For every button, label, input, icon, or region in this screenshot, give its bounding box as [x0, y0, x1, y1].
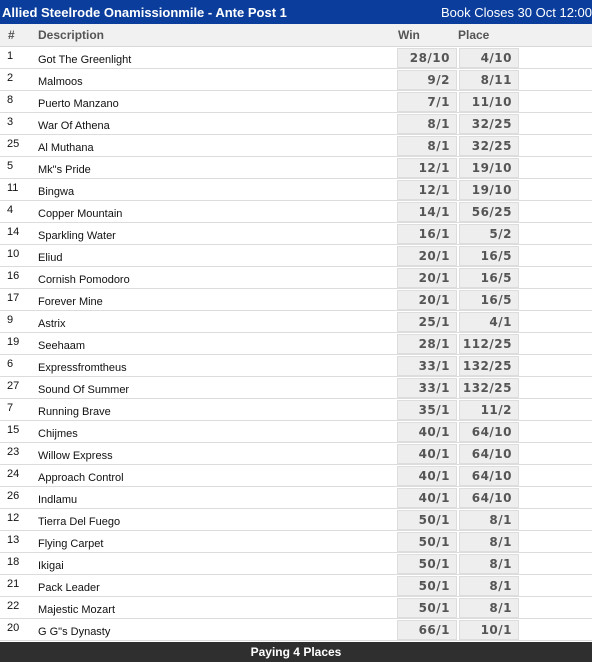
win-odds-button[interactable]: 50/1	[397, 554, 457, 574]
win-odds-button[interactable]: 33/1	[397, 378, 457, 398]
column-description: Description	[38, 28, 105, 42]
win-odds-button[interactable]: 40/1	[397, 422, 457, 442]
place-odds-button[interactable]: 19/10	[459, 158, 519, 178]
paying-places-label: Paying 4 Places	[250, 645, 342, 659]
place-odds-button[interactable]: 16/5	[459, 246, 519, 266]
runner-row	[0, 289, 592, 311]
runner-list	[0, 47, 592, 641]
market-header	[0, 0, 592, 24]
place-odds-button[interactable]: 64/10	[459, 488, 519, 508]
runner-number: 25	[7, 137, 20, 150]
win-odds-button[interactable]: 66/1	[397, 620, 457, 640]
place-odds-button[interactable]: 11/2	[459, 400, 519, 420]
runner-number: 1	[7, 49, 14, 62]
runner-name: Seehaam	[38, 339, 86, 352]
win-odds-button[interactable]: 8/1	[397, 136, 457, 156]
win-odds-button[interactable]: 20/1	[397, 246, 457, 266]
win-odds-button[interactable]: 40/1	[397, 444, 457, 464]
win-odds-button[interactable]: 25/1	[397, 312, 457, 332]
place-odds-button[interactable]: 64/10	[459, 466, 519, 486]
runner-row	[0, 553, 592, 575]
runner-number: 5	[7, 159, 14, 172]
runner-row	[0, 377, 592, 399]
win-odds-button[interactable]: 12/1	[397, 180, 457, 200]
runner-number: 27	[7, 379, 20, 392]
runner-row	[0, 157, 592, 179]
place-odds-button[interactable]: 8/1	[459, 554, 519, 574]
runner-row	[0, 509, 592, 531]
win-odds-button[interactable]: 40/1	[397, 466, 457, 486]
runner-number: 2	[7, 71, 14, 84]
runner-row	[0, 487, 592, 509]
runner-row	[0, 223, 592, 245]
runner-name: Malmoos	[38, 75, 83, 88]
place-odds-button[interactable]: 8/1	[459, 598, 519, 618]
runner-number: 8	[7, 93, 14, 106]
place-odds-button[interactable]: 8/11	[459, 70, 519, 90]
paying-places-bar	[0, 642, 592, 662]
place-odds-button[interactable]: 5/2	[459, 224, 519, 244]
column-number: #	[8, 28, 15, 42]
runner-row	[0, 201, 592, 223]
runner-number: 7	[7, 401, 14, 414]
runner-number: 23	[7, 445, 20, 458]
runner-name: Mk"s Pride	[38, 163, 91, 176]
runner-name: Pack Leader	[38, 581, 100, 594]
runner-number: 3	[7, 115, 14, 128]
runner-number: 19	[7, 335, 20, 348]
runner-row	[0, 421, 592, 443]
runner-name: Astrix	[38, 317, 66, 330]
win-odds-button[interactable]: 50/1	[397, 576, 457, 596]
runner-name: Sound Of Summer	[38, 383, 130, 396]
place-odds-button[interactable]: 32/25	[459, 136, 519, 156]
runner-row	[0, 91, 592, 113]
runner-name: Bingwa	[38, 185, 75, 198]
win-odds-button[interactable]: 20/1	[397, 268, 457, 288]
runner-row	[0, 597, 592, 619]
runner-row	[0, 267, 592, 289]
place-odds-button[interactable]: 8/1	[459, 576, 519, 596]
runner-number: 4	[7, 203, 14, 216]
place-odds-button[interactable]: 132/25	[459, 378, 519, 398]
runner-number: 13	[7, 533, 20, 546]
place-odds-button[interactable]: 64/10	[459, 422, 519, 442]
win-odds-button[interactable]: 50/1	[397, 510, 457, 530]
runner-number: 14	[7, 225, 20, 238]
win-odds-button[interactable]: 8/1	[397, 114, 457, 134]
runner-name: Majestic Mozart	[38, 603, 116, 616]
place-odds-button[interactable]: 4/10	[459, 48, 519, 68]
runner-row	[0, 355, 592, 377]
win-odds-button[interactable]: 16/1	[397, 224, 457, 244]
runner-name: Flying Carpet	[38, 537, 104, 550]
runner-row	[0, 113, 592, 135]
column-win: Win	[398, 28, 420, 42]
runner-row	[0, 443, 592, 465]
win-odds-button[interactable]: 28/10	[397, 48, 457, 68]
runner-name: Tierra Del Fuego	[38, 515, 121, 528]
runner-number: 6	[7, 357, 14, 370]
place-odds-button[interactable]: 8/1	[459, 510, 519, 530]
win-odds-button[interactable]: 7/1	[397, 92, 457, 112]
win-odds-button[interactable]: 9/2	[397, 70, 457, 90]
place-odds-button[interactable]: 19/10	[459, 180, 519, 200]
runner-number: 15	[7, 423, 20, 436]
place-odds-button[interactable]: 132/25	[459, 356, 519, 376]
runner-row	[0, 333, 592, 355]
market-title: Allied Steelrode Onamissionmile - Ante Post 1	[2, 4, 287, 20]
runner-row	[0, 465, 592, 487]
runner-name: Got The Greenlight	[38, 53, 132, 66]
place-odds-button[interactable]: 56/25	[459, 202, 519, 222]
runner-number: 12	[7, 511, 20, 524]
place-odds-button[interactable]: 10/1	[459, 620, 519, 640]
runner-number: 22	[7, 599, 20, 612]
place-odds-button[interactable]: 32/25	[459, 114, 519, 134]
runner-name: Al Muthana	[38, 141, 94, 154]
place-odds-button[interactable]: 8/1	[459, 532, 519, 552]
win-odds-button[interactable]: 14/1	[397, 202, 457, 222]
place-odds-button[interactable]: 4/1	[459, 312, 519, 332]
runner-number: 20	[7, 621, 20, 634]
book-closes-label: Book Closes 30 Oct 12:00	[440, 4, 592, 20]
win-odds-button[interactable]: 20/1	[397, 290, 457, 310]
win-odds-button[interactable]: 50/1	[397, 598, 457, 618]
column-header-row	[0, 24, 592, 47]
runner-number: 11	[7, 181, 19, 194]
runner-name: Willow Express	[38, 449, 113, 462]
runner-name: Indlamu	[38, 493, 78, 506]
runner-name: Forever Mine	[38, 295, 103, 308]
place-odds-button[interactable]: 112/25	[459, 334, 519, 354]
place-odds-button[interactable]: 11/10	[459, 92, 519, 112]
runner-number: 9	[7, 313, 14, 326]
win-odds-button[interactable]: 28/1	[397, 334, 457, 354]
runner-row	[0, 245, 592, 267]
runner-row	[0, 311, 592, 333]
runner-number: 26	[7, 489, 20, 502]
runner-row	[0, 531, 592, 553]
runner-row	[0, 575, 592, 597]
runner-number: 10	[7, 247, 20, 260]
runner-number: 17	[7, 291, 20, 304]
runner-row	[0, 619, 592, 641]
runner-name: Chijmes	[38, 427, 78, 440]
runner-name: Sparkling Water	[38, 229, 116, 242]
runner-name: Eliud	[38, 251, 63, 264]
runner-number: 18	[7, 555, 20, 568]
runner-row	[0, 69, 592, 91]
runner-name: G G"s Dynasty	[38, 625, 111, 638]
runner-name: Approach Control	[38, 471, 124, 484]
win-odds-button[interactable]: 35/1	[397, 400, 457, 420]
runner-name: Ikigai	[38, 559, 64, 572]
runner-name: Puerto Manzano	[38, 97, 119, 110]
runner-number: 16	[7, 269, 20, 282]
runner-row	[0, 47, 592, 69]
runner-number: 21	[7, 577, 20, 590]
win-odds-button[interactable]: 33/1	[397, 356, 457, 376]
win-odds-button[interactable]: 40/1	[397, 488, 457, 508]
runner-name: Running Brave	[38, 405, 111, 418]
runner-number: 24	[7, 467, 20, 480]
runner-name: War Of Athena	[38, 119, 110, 132]
place-odds-button[interactable]: 16/5	[459, 290, 519, 310]
runner-row	[0, 179, 592, 201]
place-odds-button[interactable]: 64/10	[459, 444, 519, 464]
runner-name: Expressfromtheus	[38, 361, 127, 374]
column-place: Place	[458, 28, 490, 42]
runner-row	[0, 399, 592, 421]
win-odds-button[interactable]: 12/1	[397, 158, 457, 178]
runner-row	[0, 135, 592, 157]
win-odds-button[interactable]: 50/1	[397, 532, 457, 552]
place-odds-button[interactable]: 16/5	[459, 268, 519, 288]
runner-name: Copper Mountain	[38, 207, 123, 220]
runner-name: Cornish Pomodoro	[38, 273, 130, 286]
